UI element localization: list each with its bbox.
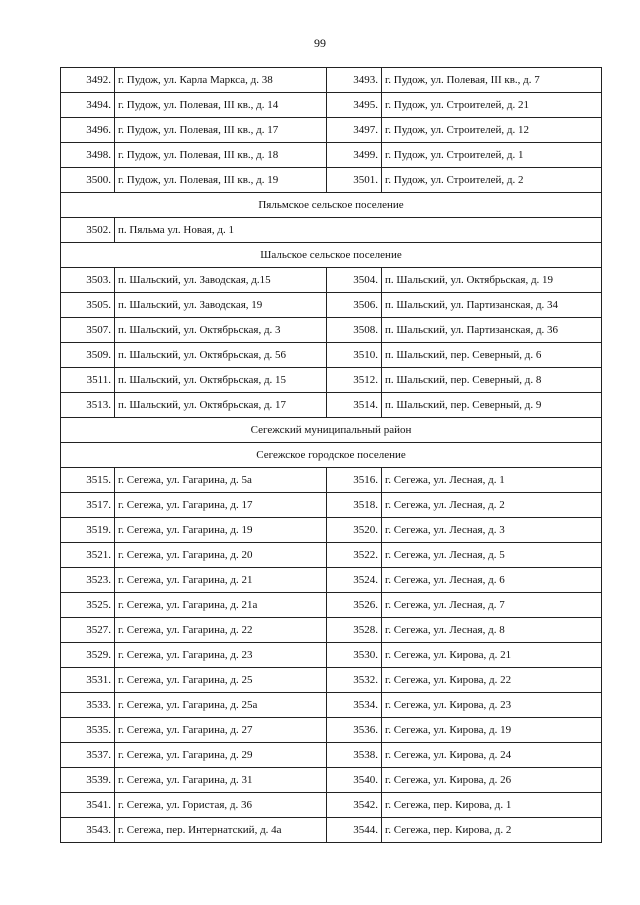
entry-address: п. Шальский, ул. Октябрьская, д. 15 <box>115 368 327 393</box>
entry-address: г. Сегежа, пер. Кирова, д. 2 <box>382 818 602 843</box>
entry-address: г. Пудож, ул. Строителей, д. 2 <box>382 168 602 193</box>
entry-number: 3511. <box>61 368 115 393</box>
entry-address: п. Шальский, ул. Заводская, 19 <box>115 293 327 318</box>
entry-address: г. Сегежа, ул. Кирова, д. 19 <box>382 718 602 743</box>
entry-address: г. Сегежа, ул. Кирова, д. 23 <box>382 693 602 718</box>
entry-address: г. Сегежа, ул. Гагарина, д. 27 <box>115 718 327 743</box>
table-row <box>61 293 602 318</box>
entry-address: г. Пудож, ул. Строителей, д. 21 <box>382 93 602 118</box>
table-row <box>61 93 602 118</box>
entry-address: п. Шальский, пер. Северный, д. 9 <box>382 393 602 418</box>
entry-number: 3517. <box>61 493 115 518</box>
entry-number: 3533. <box>61 693 115 718</box>
entry-address: г. Пудож, ул. Строителей, д. 12 <box>382 118 602 143</box>
entry-address: г. Сегежа, ул. Гагарина, д. 29 <box>115 743 327 768</box>
entry-number: 3507. <box>61 318 115 343</box>
entry-number: 3506. <box>327 293 382 318</box>
table-row <box>61 143 602 168</box>
entry-number: 3522. <box>327 543 382 568</box>
entry-number: 3519. <box>61 518 115 543</box>
entry-address: г. Сегежа, ул. Гористая, д. 36 <box>115 793 327 818</box>
entry-address: п. Шальский, пер. Северный, д. 8 <box>382 368 602 393</box>
table-row <box>61 718 602 743</box>
entry-address: п. Шальский, ул. Партизанская, д. 36 <box>382 318 602 343</box>
entry-address: г. Пудож, ул. Полевая, III кв., д. 7 <box>382 68 602 93</box>
entry-number: 3516. <box>327 468 382 493</box>
entry-number: 3536. <box>327 718 382 743</box>
entry-number: 3502. <box>61 218 115 243</box>
entry-number: 3495. <box>327 93 382 118</box>
entry-number: 3508. <box>327 318 382 343</box>
table-row <box>61 793 602 818</box>
entry-number: 3501. <box>327 168 382 193</box>
entry-number: 3497. <box>327 118 382 143</box>
entry-number: 3521. <box>61 543 115 568</box>
table-row <box>61 618 602 643</box>
entry-address: г. Сегежа, ул. Кирова, д. 26 <box>382 768 602 793</box>
entry-number: 3530. <box>327 643 382 668</box>
entry-number: 3503. <box>61 268 115 293</box>
entry-address: г. Сегежа, пер. Кирова, д. 1 <box>382 793 602 818</box>
entry-number: 3544. <box>327 818 382 843</box>
entry-address: г. Пудож, ул. Строителей, д. 1 <box>382 143 602 168</box>
table-row <box>61 768 602 793</box>
entry-number: 3500. <box>61 168 115 193</box>
entry-address: г. Сегежа, ул. Лесная, д. 6 <box>382 568 602 593</box>
entry-address: г. Пудож, ул. Полевая, III кв., д. 17 <box>115 118 327 143</box>
section-heading: Сегежское городское поселение <box>61 443 602 468</box>
section-heading-row <box>61 243 602 268</box>
entry-number: 3499. <box>327 143 382 168</box>
entry-number: 3504. <box>327 268 382 293</box>
entry-address: г. Пудож, ул. Карла Маркса, д. 38 <box>115 68 327 93</box>
table-row <box>61 343 602 368</box>
table-row <box>61 493 602 518</box>
entry-number: 3528. <box>327 618 382 643</box>
table-row <box>61 743 602 768</box>
entry-address: г. Сегежа, ул. Гагарина, д. 17 <box>115 493 327 518</box>
entry-address: г. Сегежа, ул. Гагарина, д. 31 <box>115 768 327 793</box>
entry-address: г. Сегежа, пер. Интернатский, д. 4а <box>115 818 327 843</box>
entry-address: г. Сегежа, ул. Гагарина, д. 21а <box>115 593 327 618</box>
address-table-body <box>61 68 602 843</box>
entry-address: п. Шальский, пер. Северный, д. 6 <box>382 343 602 368</box>
table-row <box>61 118 602 143</box>
entry-number: 3510. <box>327 343 382 368</box>
section-heading: Сегежский муниципальный район <box>61 418 602 443</box>
entry-number: 3535. <box>61 718 115 743</box>
entry-number: 3520. <box>327 518 382 543</box>
entry-number: 3532. <box>327 668 382 693</box>
entry-address: п. Шальский, ул. Октябрьская, д. 3 <box>115 318 327 343</box>
entry-address: г. Сегежа, ул. Кирова, д. 22 <box>382 668 602 693</box>
table-row <box>61 818 602 843</box>
entry-number: 3509. <box>61 343 115 368</box>
entry-address: п. Шальский, ул. Партизанская, д. 34 <box>382 293 602 318</box>
table-row <box>61 518 602 543</box>
entry-number: 3542. <box>327 793 382 818</box>
entry-number: 3515. <box>61 468 115 493</box>
table-row <box>61 218 602 243</box>
page-number: 99 <box>314 36 326 50</box>
entry-number: 3527. <box>61 618 115 643</box>
entry-address: г. Сегежа, ул. Гагарина, д. 19 <box>115 518 327 543</box>
entry-number: 3498. <box>61 143 115 168</box>
entry-number: 3529. <box>61 643 115 668</box>
table-row <box>61 468 602 493</box>
table-row <box>61 168 602 193</box>
entry-address: г. Сегежа, ул. Лесная, д. 1 <box>382 468 602 493</box>
address-table <box>60 67 602 843</box>
table-row <box>61 68 602 93</box>
entry-number: 3541. <box>61 793 115 818</box>
entry-number: 3523. <box>61 568 115 593</box>
entry-address: г. Сегежа, ул. Гагарина, д. 25 <box>115 668 327 693</box>
entry-address: г. Пудож, ул. Полевая, III кв., д. 19 <box>115 168 327 193</box>
entry-number: 3543. <box>61 818 115 843</box>
entry-address: п. Шальский, ул. Октябрьская, д. 19 <box>382 268 602 293</box>
entry-number: 3524. <box>327 568 382 593</box>
entry-address: г. Сегежа, ул. Лесная, д. 5 <box>382 543 602 568</box>
entry-number: 3538. <box>327 743 382 768</box>
entry-number: 3496. <box>61 118 115 143</box>
entry-number: 3494. <box>61 93 115 118</box>
entry-address: г. Сегежа, ул. Гагарина, д. 5а <box>115 468 327 493</box>
section-heading: Пяльмское сельское поселение <box>61 193 602 218</box>
entry-number: 3540. <box>327 768 382 793</box>
table-row <box>61 693 602 718</box>
entry-number: 3537. <box>61 743 115 768</box>
entry-number: 3505. <box>61 293 115 318</box>
entry-address: п. Пяльма ул. Новая, д. 1 <box>115 218 602 243</box>
entry-number: 3539. <box>61 768 115 793</box>
section-heading-row <box>61 418 602 443</box>
table-row <box>61 268 602 293</box>
table-row <box>61 568 602 593</box>
entry-number: 3534. <box>327 693 382 718</box>
entry-address: п. Шальский, ул. Октябрьская, д. 17 <box>115 393 327 418</box>
entry-address: г. Сегежа, ул. Гагарина, д. 25а <box>115 693 327 718</box>
entry-number: 3526. <box>327 593 382 618</box>
entry-address: г. Сегежа, ул. Кирова, д. 21 <box>382 643 602 668</box>
entry-address: г. Пудож, ул. Полевая, III кв., д. 14 <box>115 93 327 118</box>
entry-address: г. Сегежа, ул. Гагарина, д. 21 <box>115 568 327 593</box>
section-heading-row <box>61 443 602 468</box>
entry-address: г. Сегежа, ул. Лесная, д. 8 <box>382 618 602 643</box>
table-row <box>61 368 602 393</box>
entry-address: г. Пудож, ул. Полевая, III кв., д. 18 <box>115 143 327 168</box>
entry-number: 3513. <box>61 393 115 418</box>
entry-address: г. Сегежа, ул. Гагарина, д. 20 <box>115 543 327 568</box>
entry-number: 3531. <box>61 668 115 693</box>
entry-address: г. Сегежа, ул. Гагарина, д. 22 <box>115 618 327 643</box>
table-row <box>61 593 602 618</box>
entry-address: г. Сегежа, ул. Лесная, д. 7 <box>382 593 602 618</box>
entry-address: г. Сегежа, ул. Кирова, д. 24 <box>382 743 602 768</box>
table-row <box>61 543 602 568</box>
table-row <box>61 393 602 418</box>
entry-address: п. Шальский, ул. Заводская, д.15 <box>115 268 327 293</box>
entry-address: п. Шальский, ул. Октябрьская, д. 56 <box>115 343 327 368</box>
entry-number: 3493. <box>327 68 382 93</box>
entry-number: 3514. <box>327 393 382 418</box>
entry-address: г. Сегежа, ул. Лесная, д. 2 <box>382 493 602 518</box>
entry-address: г. Сегежа, ул. Гагарина, д. 23 <box>115 643 327 668</box>
entry-number: 3518. <box>327 493 382 518</box>
table-row <box>61 318 602 343</box>
section-heading: Шальское сельское поселение <box>61 243 602 268</box>
entry-address: г. Сегежа, ул. Лесная, д. 3 <box>382 518 602 543</box>
table-row <box>61 643 602 668</box>
entry-number: 3492. <box>61 68 115 93</box>
section-heading-row <box>61 193 602 218</box>
entry-number: 3525. <box>61 593 115 618</box>
entry-number: 3512. <box>327 368 382 393</box>
table-row <box>61 668 602 693</box>
